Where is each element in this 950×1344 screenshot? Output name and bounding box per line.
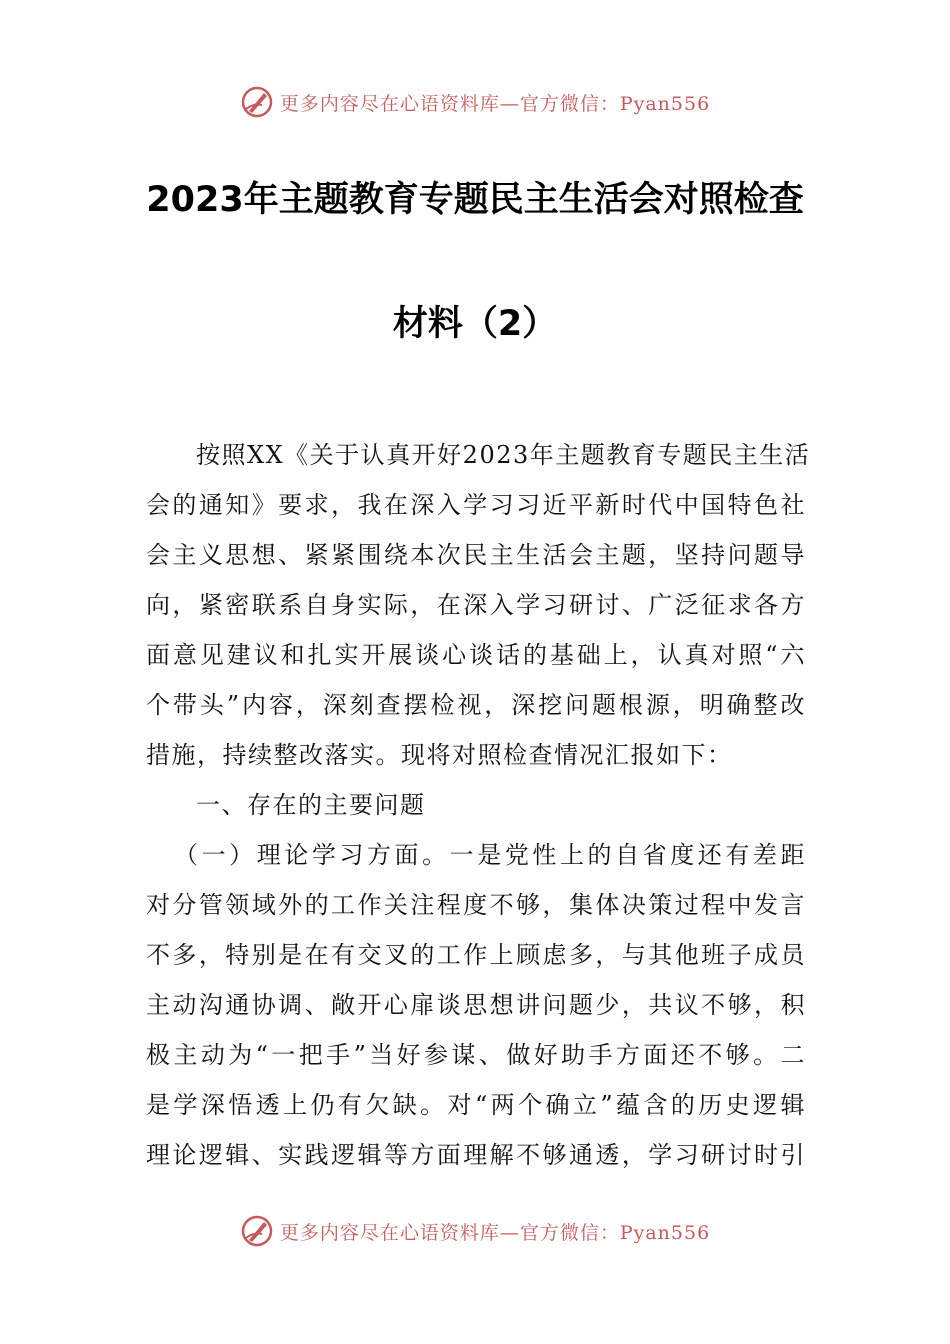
body-line: 按照XX《关于认真开好2023年主题教育专题民主生活 [196,441,811,469]
body-line: 主动沟通协调、敞开心扉谈思想讲问题少，共议不够，积 [146,991,806,1019]
body-line: 个带头”内容，深刻查摆检视，深挖问题根源，明确整改 [146,691,806,719]
body-line: 理论逻辑、实践逻辑等方面理解不够通透，学习研讨时引 [146,1141,806,1169]
quill-logo-icon [240,85,274,119]
body-line: 极主动为“一把手”当好参谋、做好助手方面还不够。二 [146,1041,806,1069]
body-line: 对分管领域外的工作关注程度不够，集体决策过程中发言 [146,891,806,919]
body-line: 向，紧密联系自身实际，在深入学习研讨、广泛征求各方 [146,591,806,619]
watermark-text: 更多内容尽在心语资料库—官方微信：Pyan556 [279,1221,711,1244]
watermark-banner-bottom [0,1211,950,1251]
watermark-banner-top [0,82,950,122]
document-title-line-2: 材料（2） [392,304,558,344]
quill-logo-icon [240,1214,274,1248]
body-line: 是学深悟透上仍有欠缺。对“两个确立”蕴含的历史逻辑 [146,1091,806,1119]
document-body [146,430,811,1180]
watermark-text: 更多内容尽在心语资料库—官方微信：Pyan556 [279,92,711,115]
body-line: 会的通知》要求，我在深入学习习近平新时代中国特色社 [146,491,806,519]
body-line: 不多，特别是在有交叉的工作上顾虑多，与其他班子成员 [146,941,806,969]
document-title-line-1: 2023年主题教育专题民主生活会对照检查 [146,180,804,220]
body-line: 措施，持续整改落实。现将对照检查情况汇报如下： [146,741,733,769]
body-line: 面意见建议和扎实开展谈心谈话的基础上，认真对照“六 [146,641,806,669]
section-heading: 一、存在的主要问题 [196,791,426,819]
body-line: （一）理论学习方面。一是党性上的自省度还有差距 [174,841,806,869]
body-line: 会主义思想、紧紧围绕本次民主生活会主题，坚持问题导 [146,541,806,569]
